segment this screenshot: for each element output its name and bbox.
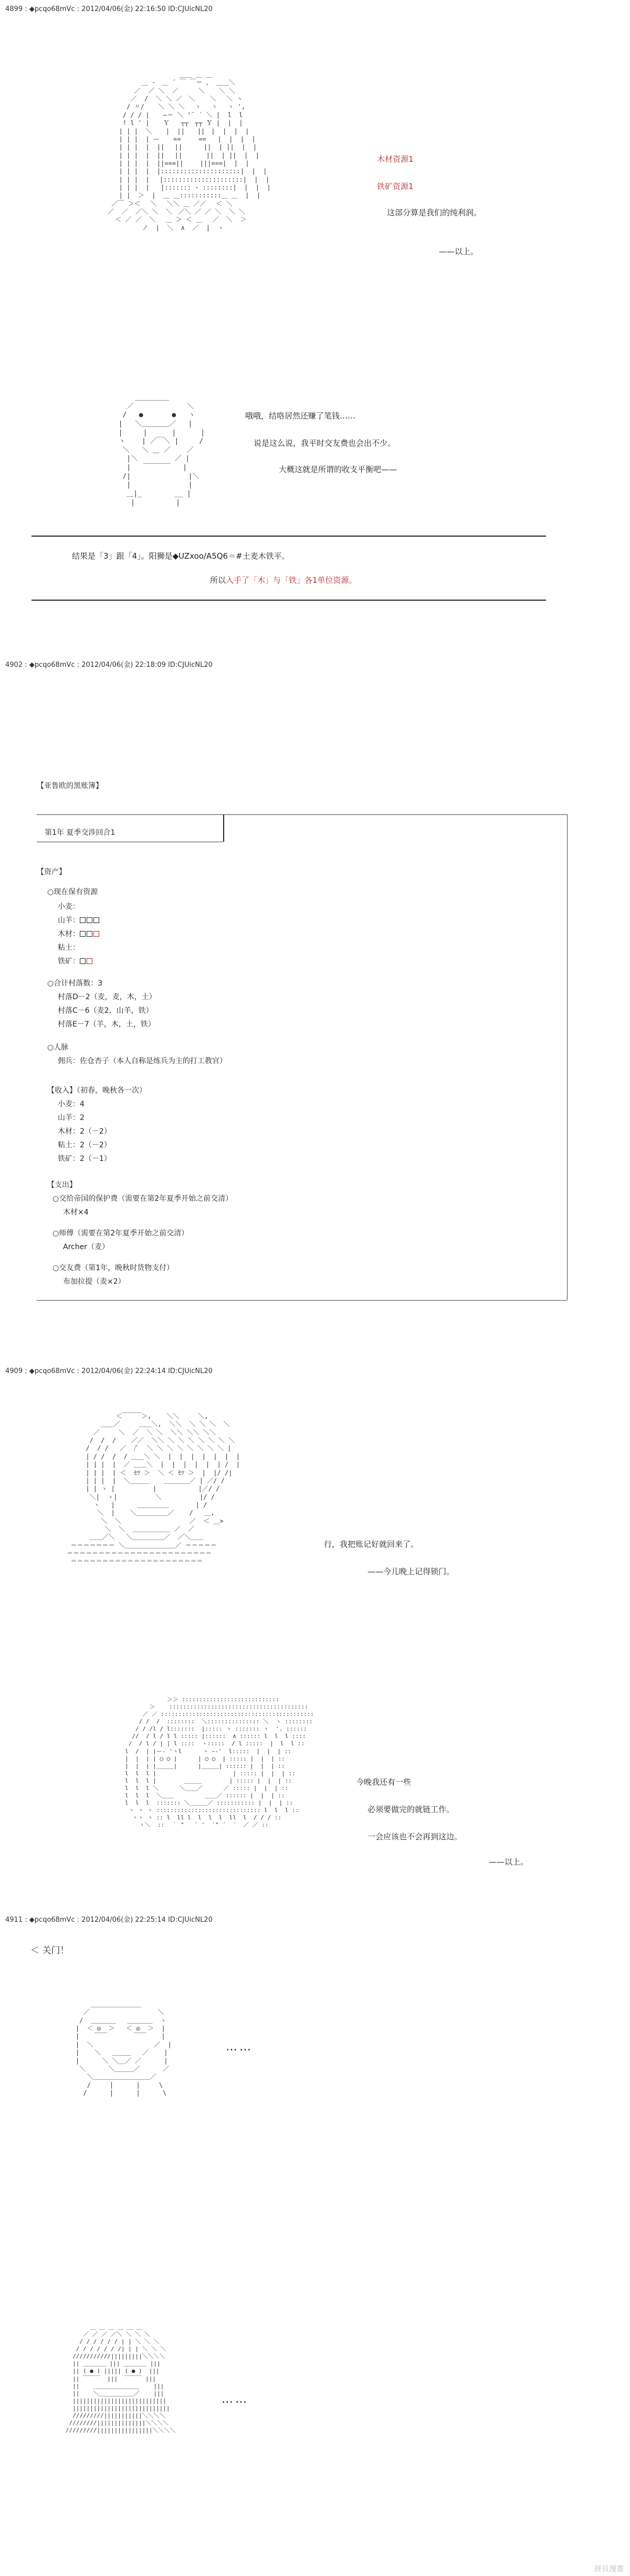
income-iron: 铁矿：2（－1） — [58, 1155, 111, 1163]
resource-iron-label: 铁矿资源1 — [377, 182, 414, 191]
people-heading: ○人脉 — [47, 1043, 69, 1052]
ascii-art-character-long-hair-2: ＿ ＿ ＿ ＿ ＿ ＿ ／ ／ ／ ／＼ ＼ ＼ ＼ / / / / / / | | ＼ ＼ ＼ / / / / / / /| | | ＼ ＼ ＼ ///////////|||||||||＼＼＼＼ || ＿＿＿＿ ||| ＿＿＿＿ ||| || ( ● ) ||||| ( ● ) ||| || ￣￣￣ ||| ￣￣￣ ||| || ＿＿＿＿＿＿＿＿ ||| || ＼＿＿＿＿＿＿／ ||| ||||||||||||||||||||||||||| |||||||||||||||||||||||||||| /////////|||||||||||＼＼＼＼ ////////||||||||||||||＼＼＼＼ /////////||||||||||||||||＼＼＼＼ — [65, 2323, 176, 2434]
divider-line — [32, 600, 546, 601]
ledger-round: 第1年 夏季交涉回合1 — [45, 829, 116, 837]
dialogue-line-5: 一会应该也不会再到这边。 — [368, 1832, 463, 1841]
resource-clay: 粘土： — [58, 944, 80, 952]
ledger-round-vrule — [223, 814, 224, 842]
ellipsis-1: …… — [226, 2040, 253, 2054]
village-d: 村落D－2（麦，麦，木，土） — [58, 993, 156, 1001]
income-sheep: 山羊：2 — [58, 1114, 85, 1122]
resource-wood-row — [58, 928, 100, 939]
expense-mentor: ○师傅（需要在第2年夏季开始之前交清） — [52, 1229, 189, 1238]
post-header: 4909 : ◆pcqo68mVc : 2012/04/06(金) 22:24:14 ID:CJUicNL20 — [5, 1367, 213, 1375]
post-header: 4902 : ◆pcqo68mVc : 2012/04/06(金) 22:18:09 ID:CJUicNL20 — [5, 661, 213, 669]
village-e: 村落E－7（羊，木，土，铁） — [58, 1020, 155, 1029]
income-wood: 木材：2（－2） — [58, 1127, 111, 1136]
dialogue-line-2: 说是这么说，我平时交友费也会出不少。 — [254, 438, 396, 448]
resource-iron: 铁矿： — [58, 957, 80, 966]
watermark-text: 拼貝漫畫 — [594, 2565, 624, 2573]
resource-iron-row — [58, 956, 93, 966]
resource-box — [80, 931, 86, 937]
resource-box — [87, 917, 92, 923]
resource-box-new — [93, 931, 99, 937]
post-header: 4899 : ◆pcqo68mVc : 2012/04/06(金) 22:16:50 ID:CJUicNL20 — [5, 5, 213, 13]
expense-mentor-detail: Archer（麦） — [63, 1243, 109, 1251]
dialogue-line-2: ——今儿晚上记得锁门。 — [368, 1567, 455, 1576]
resource-box — [87, 931, 92, 937]
dialogue-line-6: ——以上。 — [489, 1857, 529, 1867]
resource-wheat: 小麦： — [58, 903, 80, 911]
resource-wood: 木材： — [58, 930, 80, 938]
post-header: 4911 : ◆pcqo68mVc : 2012/04/06(金) 22:25:14 ID:CJUicNL20 — [5, 1916, 213, 1924]
resource-box — [80, 958, 86, 964]
resource-box — [80, 917, 86, 923]
expense-protection: ○交给帝国的保护费（需要在第2年夏季开始之前交清） — [52, 1195, 233, 1203]
income-wheat: 小麦：4 — [58, 1100, 85, 1108]
result-line-1: 结果是「3」跟「4」。阳狮是◆UZxoo/A5Q6＝#土麦木铁平。 — [72, 551, 290, 561]
closing-line: ——以上。 — [439, 247, 479, 256]
owned-heading: ○现在保有资源 — [47, 888, 98, 896]
resource-wood-label: 木材资源1 — [377, 154, 414, 164]
ledger-top-rule — [37, 814, 567, 815]
dialogue-line-1: 哦哦，结咯居然还赚了笔钱…… — [245, 411, 356, 421]
dialogue-line-4: 必须要做完的就链工作。 — [368, 1805, 455, 1814]
resource-sheep-row — [58, 915, 100, 925]
expense-heading: 【支出】 — [47, 1181, 77, 1189]
ascii-art-character-plain: ＿＿＿＿＿＿＿＿ ／ ＼ / ＿＿＿＿ ＿＿＿＿ ヽ | ＜ ◎ ＞ ＜ ◎ ＞ | | ￣￣ ￣￣ | | ＼ ／ | | ＼ ＿＿＿ ／ | | ＼ ＼＿／ ／ | ＼ ＼＿＿＿／ ／ ＼＿＿＿＿＿＿＿＿＿／ / | | \ / | | \ — [75, 2001, 172, 2097]
resource-box — [93, 917, 99, 923]
ellipsis-2: …… — [222, 2393, 249, 2406]
income-clay: 粘土：2（－2） — [58, 1141, 111, 1149]
result-highlight: 入手了「木」与「铁」各1单位资源。 — [226, 575, 357, 585]
ascii-art-character-small: ＿＿＿＿＿ ／ ＼ / ● ● ヽ | ＼＿＿＿＿／ | | | | | ヽ | ／￣＼ | / ＼ ＼ ＿ ／ ／ |＼ ／ | | ￣￣￣￣ | /| |＼ | | ＿|_ __ | | | — [118, 394, 205, 507]
ledger-right-vrule — [567, 814, 568, 1300]
assets-heading: 【资产】 — [37, 868, 66, 876]
result-line-2 — [210, 574, 357, 585]
ledger-title: 【亚鲁欧的黑账簿】 — [37, 782, 103, 790]
village-c: 村落C－6（麦2，山羊，铁） — [58, 1007, 153, 1015]
resource-box-new — [87, 958, 92, 964]
expense-social: ○交友费（第1年，晚秋时货物支付） — [52, 1264, 174, 1272]
divider-line — [32, 536, 546, 537]
ascii-art-character-long-hair: ＞＞ :::::::::::::::::::::::::::: ＞ :::::::::::::::::::::::::::::::::::::::: ／ ／ :::::::::::::::::::::::::::::::::::::::::::: / / / :::::::: ＼::::::::::::::: ＼ ヽ :::::::: / / /l / l::::::: |::::: ヽ ::::::: ヽ '. :::::: // / l / l l ::::: |:::::: ∧ :::::: l l l :::: / / l / | | l :::: ヽ::::: / l ::::: | l l :: l / | |ー‐ 'ヽl ヽ ｰ‐' l::::: | | | :: | | | | ○ ○ | | ○ ○ | ::::: | | | :: | | | |＿＿＿| |＿＿＿| :::::: | | | :: l l l | | ::::: | | | :: l l l | ＿＿＿ | ::::: | | | :: l l l ＼ ＼＿＿／ ／ ::::: | | | :: l l l ＼＿＿ ＿＿／ :::::: | | | :: l l l ::::::: ＼＿＿＿／ ::::::::::: | | | :: ヽ ヽ ヽ :::::::::::::::::::::::::::::: l l l :: ヽヽ ヽ :: l ll l l l l ll l / / / :: ヽ＼ :: ｀ " ` ' `" ´ ´ ／ ／ :: — [125, 1696, 314, 1829]
income-heading: 【收入】（初春，晚秋各一次） — [47, 1086, 146, 1095]
ledger-bottom-rule — [37, 1300, 567, 1301]
ascii-art-character-spiky: ＜￣￣￣＞, ＼＼ ＼, ＿＿／ ＿＿＼, ＼＼ ＼ ＼ ＼ ＼ ／ ＼ ／ ＼ ＼ ＼＼ ＼＼ ＼＼ / / / ／／ ＼＼ ＼ ＼ ＼ ＼ ＼ ＼ ＼ / / / ／ /ﾟ ＼ ＼ ＼ ＼ ＼ ＼ ＼ ＼ | | / / / / ＿＿＼ ＼ | | | | | | | | | | | ／ ＿＿＼ | | | | | | / | | | | | ＜ ｾﾂ ＞ ＼ ＜ ｾﾂ ＞ | |/ /| | | | | ＼＿＿＿ ＿＿＿＿／ | ／/ / | | ヽ | | |／/ / ＼| ヽ| ＼ |/ / ヽ | ＿＿＿＿＿ | / ＼ | ＼＿＿＿＿＿／ / ＿, ＼ ＼ ／ ＜ ＿> ＼ ＼ ＿＿＿＿＿＿ ／ ／ ＿＿／＼ ＼＿＿＿＿＿／ ／＼＿＿ ＝＝＝＝＝＝＝ ＼＿＿＿＿＿＿＿＿／ ＝＝＝＝＝ ＝＝＝＝＝＝＝＝＝＝＝＝＝＝＝＝＝＝＝＝＝＝＝ ＝＝＝＝＝＝＝＝＝＝＝＝＝＝＝＝＝＝＝＝＝ — [67, 1412, 240, 1565]
dialogue-line-3: 大概这就是所谓的收支平衡吧—— — [279, 465, 397, 474]
profit-line: 这部分算是我们的纯利润。 — [387, 208, 482, 217]
dialogue-line-1: 行，我把账记好就回来了。 — [324, 1540, 419, 1549]
shout-line: ＜ 关门！ — [30, 1945, 69, 1956]
dialogue-line-3: 今晚我还有一些 — [356, 1777, 412, 1787]
expense-protection-detail: 木材×4 — [63, 1208, 89, 1217]
resource-sheep: 山羊： — [58, 916, 80, 925]
people-line: 佣兵：佐仓杏子（本人自称是练兵为主的打工教官） — [58, 1057, 227, 1065]
villages-heading: ○合计村落数：3 — [47, 979, 103, 988]
result-prefix: 所以 — [210, 575, 226, 585]
ascii-art-character-hooded: ＿＿ ＿ ＿ ＿ ‐ ＿ ´ ￣ ￣＝ 、 ＿＿＼ ／ ／ ＼ ／ ＼ ＼ ＼ ／ / ＼ ＼ ／ ＼ ＼ ＼ ヽ / 〃/ ＼ ＼ ＼ ヽ ヽ ヽ ', / / / | ―＝ ＼ '¨ ´ ＼ | l l ! l ' | Ｙ ┬┬ ┬┬ Ｙ | | | | | | ＼ | || || | | | | | | | | ー == == | | | | | | | | || || || | || | | | | | | || || || | || | | | | | | ||===|| |||===| | | | | | | |:::::::::::::::::::::| | | | | | | |:::::::::::::::::::::| | | | | | | |::::::: ‐ ::::::::| | | | | | ＞ | ＿ ＿:::::::::::＿ ＿ | | ／￣ ＞＜ ＼ ＼＼ ＿ ／／ ＜ ＼ ／ ／ ／＼ ＼ ＼ ／＼ ／ ／ ＼ ＼ ＼ ＜ ／ ／ ＼ ＿ ＞ ＜ ＿ ／ ＼ ＞ ノ | ＼ ∧ ／ | ヽ — [108, 71, 271, 232]
expense-social-detail: 布加拉提（麦×2） — [63, 1277, 125, 1286]
